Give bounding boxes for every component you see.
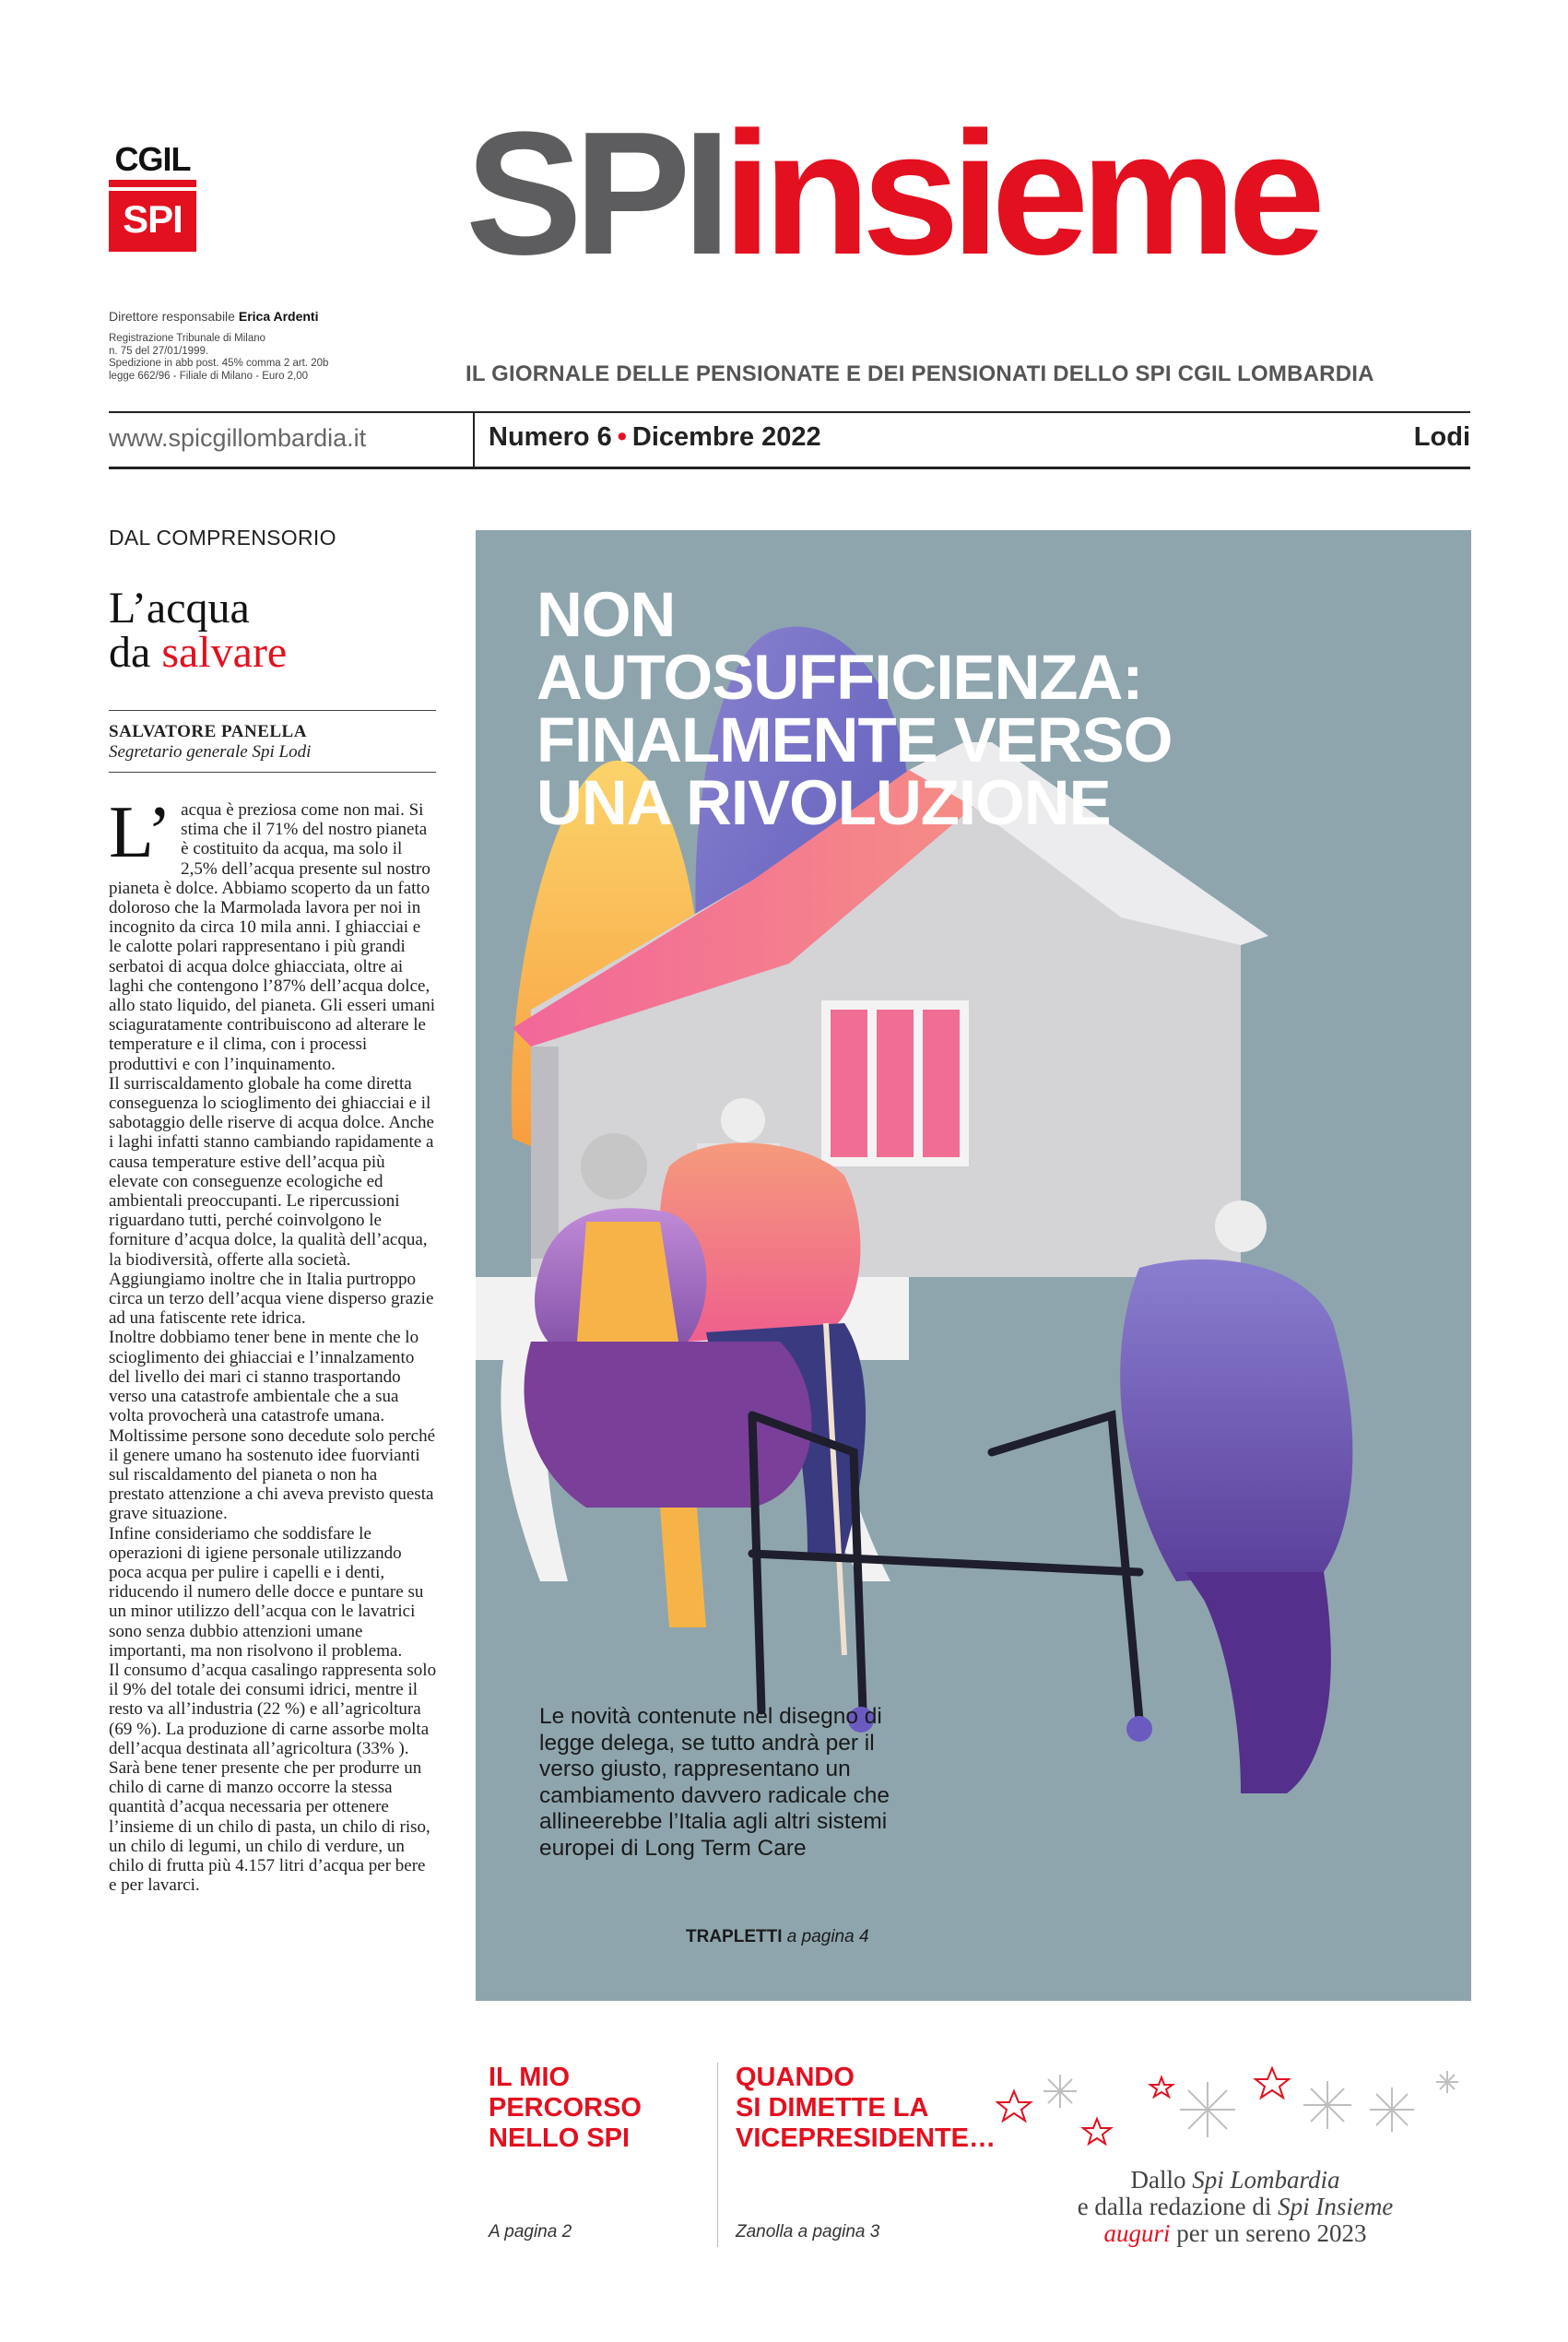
teaser-percorso-ref: A pagina 2 xyxy=(489,2222,572,2241)
teaser-line: SI DIMETTE LA xyxy=(736,2093,929,2123)
article-paragraph: Inoltre dobbiamo tener bene in mente che lo scioglimento dei ghiacciai e l’innalzamento del livello dei mari ci stanno trasportando verso una catastrofe ambientale che a sua volta provocherà una catastrofe umana. Moltissime persone sono decedute solo perché il genere umano ha sostenuto idee fuorvianti sul riscaldamento del pianeta o non ha prestato attenzione a chi aveva previsto questa grave situazione. xyxy=(109,1328,436,1524)
author-role: Segretario generale Spi Lodi xyxy=(109,742,312,762)
credit-author: TRAPLETTI xyxy=(686,1927,783,1946)
issue-info-bar xyxy=(109,411,1470,469)
article-title-da: da xyxy=(109,628,151,677)
snowflake-icon xyxy=(1370,2088,1414,2132)
teaser-line: PERCORSO xyxy=(489,2093,642,2123)
greet-text: Dallo xyxy=(1130,2166,1186,2194)
issue-label: Numero 6 xyxy=(489,422,612,452)
article-body xyxy=(109,800,437,2246)
star-icon xyxy=(1083,2119,1111,2144)
director-label: Direttore responsabile xyxy=(109,309,235,324)
section-label: DAL COMPRENSORIO xyxy=(109,526,336,550)
legal-info xyxy=(109,310,385,383)
cgil-spi-logo xyxy=(109,140,196,263)
teaser-line: IL MIO xyxy=(489,2063,571,2092)
headline-line: NON xyxy=(536,579,676,650)
logo-divider xyxy=(109,180,196,187)
hero-caption: Le novità contenute nel disegno di legge delega, se tutto andrà per il verso giusto, rappresentano un cambiamento davvero radicale che allineerebbe l’Italia agli altri sistemi europei di Long Term Care xyxy=(539,1704,890,1861)
teaser-percorso[interactable] xyxy=(489,2063,642,2154)
masthead-title xyxy=(466,92,1470,295)
article-paragraph: acqua è preziosa come non mai. Si stima che il 71% del nostro pianeta è costituito da acqua, ma solo il 2,5% dell’acqua presente sul nostro pianeta è dolce. Abbiamo scoperto da un fatto doloroso che la Marmolada lavora per noi in incognito da circa 10 mila anni. I ghiacciai e le calotte polari rappresentano i più grandi serbatoi di acqua dolce ghiacciata, oltre ai laghi che contengono l’87% dell’acqua dolce, allo stato liquido, del pianeta. Gli esseri umani sciaguratamente contribuiscono ad alterare le temperature e il clima, con i processi produttivi e con l’inquinamento. xyxy=(109,800,436,1074)
article-title xyxy=(109,586,441,675)
article-paragraph: Infine consideriamo che soddisfare le operazioni di igiene personale utilizzando poca acqua per pulire i capelli e i denti, riducendo il numero delle docce e puntare su un minor utilizzo dell’acqua con le lavatrici sono senza dubbio attenzioni umane importanti, ma non risolvono il problema. xyxy=(109,1523,424,1661)
star-icon xyxy=(1256,2068,1289,2098)
hero-headline xyxy=(536,579,1366,838)
logo-cgil-text: CGIL xyxy=(114,140,191,178)
edition-city: Lodi xyxy=(1413,422,1470,452)
legal-line-1: Registrazione Tribunale di Milano xyxy=(109,333,266,344)
teaser-vicepresidente-ref: Zanolla a pagina 3 xyxy=(736,2222,880,2241)
teaser-line: NELLO SPI xyxy=(489,2123,631,2153)
hero-credit[interactable] xyxy=(686,1927,869,1947)
logo-spi-text: SPI xyxy=(109,191,196,252)
greet-line-3 xyxy=(1005,2220,1466,2247)
article-paragraph: Il surriscaldamento globale ha come diretta conseguenza lo scioglimento dei ghiacciai e il sabotaggio delle riserve di acqua dolce. Anche i laghi infatti stanno cambiando rapidamente a causa temperature estive dell’acqua più elevate con conseguenze ecologiche ed ambientali preoccupanti. Le ripercussioni riguardano tutti, perché coinvolgono le forniture d’acqua dolce, la qualità dell’acqua, la biodiversità, offerte alla società. Aggiungiamo inoltre che in Italia purtroppo circa un terzo dell’acqua viene disperso grazie ad una fatiscente rete idrica. xyxy=(109,1073,434,1329)
masthead-subtitle: IL GIORNALE DELLE PENSIONATE E DEI PENSIONATI DELLO SPI CGIL LOMBARDIA xyxy=(466,361,1374,386)
credit-page-ref: a pagina 4 xyxy=(786,1927,869,1946)
snowflake-icon xyxy=(1043,2075,1077,2108)
snowflake-decoration xyxy=(996,2054,1475,2165)
article-title-highlight: salvare xyxy=(161,628,288,677)
star-icon xyxy=(1150,2077,1173,2097)
greet-italic: Spi Insieme xyxy=(1278,2193,1394,2220)
greet-line-1 xyxy=(1005,2167,1466,2194)
article-title-line2 xyxy=(109,628,441,677)
masthead-spi: SPI xyxy=(466,96,724,291)
director-line xyxy=(109,310,385,324)
bullet-separator: • xyxy=(617,422,627,452)
author-name: SALVATORE PANELLA xyxy=(109,722,307,741)
greet-text: e dalla redazione di xyxy=(1077,2193,1272,2220)
infobar-separator xyxy=(473,413,475,467)
legal-line-3: Spedizione in abb post. 45% comma 2 art. 20b xyxy=(109,358,329,369)
drop-cap: L’ xyxy=(109,800,172,873)
author-box xyxy=(109,710,436,773)
greet-text: per un sereno 2023 xyxy=(1176,2219,1367,2247)
greet-italic: Spi Lombardia xyxy=(1192,2166,1340,2194)
article-paragraph: Sarà bene tener presente che per produrre un chilo di carne di manzo occorre la stessa quantità d’acqua necessaria per ottenere l’insieme di un chilo di pasta, un chilo di riso, un chilo di legumi, un chilo di verdure, un chilo di frutta più 4.157 litri d’acqua per bere e per lavarci. xyxy=(109,1757,430,1896)
article-title-line1: L’acqua xyxy=(109,584,250,633)
teaser-line: QUANDO xyxy=(736,2063,855,2092)
snowflake-icon xyxy=(1436,2071,1458,2093)
snowflake-icon xyxy=(1303,2081,1351,2129)
teaser-vicepresidente[interactable] xyxy=(736,2063,996,2154)
headline-line: AUTOSUFFICIENZA: xyxy=(536,642,1143,713)
greet-line-2 xyxy=(1005,2194,1466,2220)
issue-date: Dicembre 2022 xyxy=(631,422,821,452)
headline-line: UNA RIVOLUZIONE xyxy=(536,767,1111,838)
greet-auguri: auguri xyxy=(1103,2219,1171,2247)
snowflake-icon xyxy=(1180,2082,1235,2137)
headline-line: FINALMENTE VERSO xyxy=(536,704,1173,775)
star-icon xyxy=(997,2091,1031,2121)
website-link[interactable]: www.spicgillombardia.it xyxy=(109,424,367,452)
legal-line-4: legge 662/96 - Filiale di Milano - Euro 2,00 xyxy=(109,370,309,382)
issue-number xyxy=(489,422,821,453)
director-name: Erica Ardenti xyxy=(238,309,319,324)
masthead-insieme: insieme xyxy=(723,96,1317,291)
article-paragraph: Il consumo d’acqua casalingo rappresenta solo il 9% del totale dei consumi idrici, mentre il resto va all’industria (22 %) e all’agricoltura (69 %). La produzione di carne assorbe molta dell’acqua destinata all’agricoltura (33% ). xyxy=(109,1660,437,1758)
teaser-line: VICEPRESIDENTE… xyxy=(736,2123,996,2153)
teaser-divider xyxy=(717,2063,718,2247)
legal-line-2: n. 75 del 27/01/1999. xyxy=(109,345,209,357)
holiday-greetings xyxy=(1005,2167,1466,2247)
